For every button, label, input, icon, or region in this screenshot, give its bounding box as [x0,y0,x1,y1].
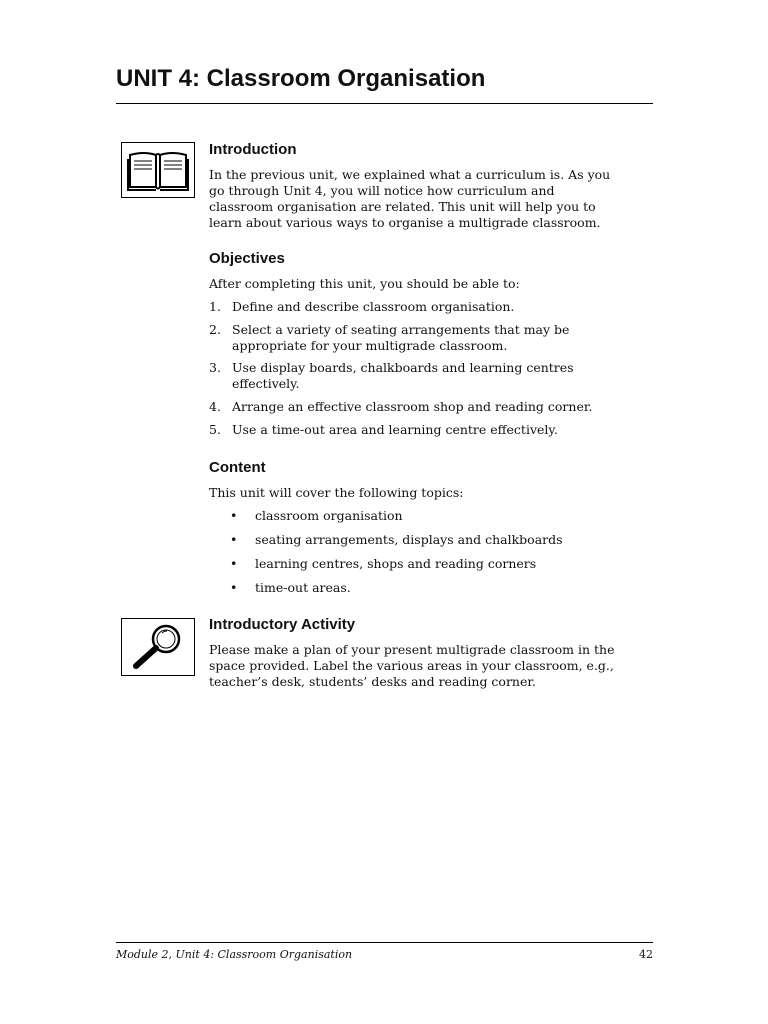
topic-text: seating arrangements, displays and chalkboards [255,532,563,547]
objective-line: Arrange an effective classroom shop and reading corner. [232,399,593,414]
objective-number: 1. [209,299,221,314]
objectives-list [209,299,657,438]
objective-line: Use display boards, chalkboards and learning centres [232,360,574,375]
objective-item [209,322,657,354]
content-lead: This unit will cover the following topics: [209,485,464,500]
topic-text: classroom organisation [255,508,403,523]
footer-title: Module 2, Unit 4: Classroom Organisation [116,948,353,961]
page-number: 42 [639,948,653,961]
introduction-line: In the previous unit, we explained what a curriculum is. As you [209,167,611,182]
objective-item [209,399,657,415]
bullet-icon: • [230,580,238,595]
objective-number: 5. [209,422,221,437]
title-divider [116,103,653,104]
page-title: UNIT 4: Classroom Organisation [116,65,486,92]
introduction-line: classroom organisation are related. This unit will help you to [209,199,596,214]
objective-number: 4. [209,399,221,414]
objectives-heading: Objectives [209,250,285,267]
topic-item [230,556,650,572]
objective-item [209,422,657,438]
objective-line: effectively. [232,376,300,391]
introduction-heading: Introduction [209,141,297,158]
activity-paragraph [209,642,657,690]
objective-item [209,299,657,315]
content-topics-list [230,508,650,596]
activity-heading: Introductory Activity [209,616,356,633]
objective-line: Define and describe classroom organisation. [232,299,515,314]
activity-line: teacher’s desk, students’ desks and reading corner. [209,674,536,689]
activity-line: space provided. Label the various areas in your classroom, e.g., [209,658,614,673]
topic-text: time-out areas. [255,580,351,595]
objective-line: appropriate for your multigrade classroom. [232,338,508,353]
content-heading: Content [209,459,266,476]
objectives-lead: After completing this unit, you should be able to: [209,276,520,291]
footer-divider [116,942,653,943]
bullet-icon: • [230,532,238,547]
introduction-line: learn about various ways to organise a multigrade classroom. [209,215,601,230]
objective-item [209,360,657,392]
objective-line: Use a time-out area and learning centre effectively. [232,422,558,437]
objective-number: 3. [209,360,221,375]
objective-line: Select a variety of seating arrangements that may be [232,322,570,337]
topic-item [230,580,650,596]
introduction-line: go through Unit 4, you will notice how curriculum and [209,183,555,198]
bullet-icon: • [230,508,238,523]
introduction-paragraph [209,167,657,231]
topic-item [230,532,650,548]
topic-item [230,508,650,524]
open-book-icon [121,142,195,198]
activity-line: Please make a plan of your present multigrade classroom in the [209,642,615,657]
bullet-icon: • [230,556,238,571]
magnifying-glass-icon [121,618,195,676]
objective-number: 2. [209,322,221,337]
topic-text: learning centres, shops and reading corners [255,556,537,571]
